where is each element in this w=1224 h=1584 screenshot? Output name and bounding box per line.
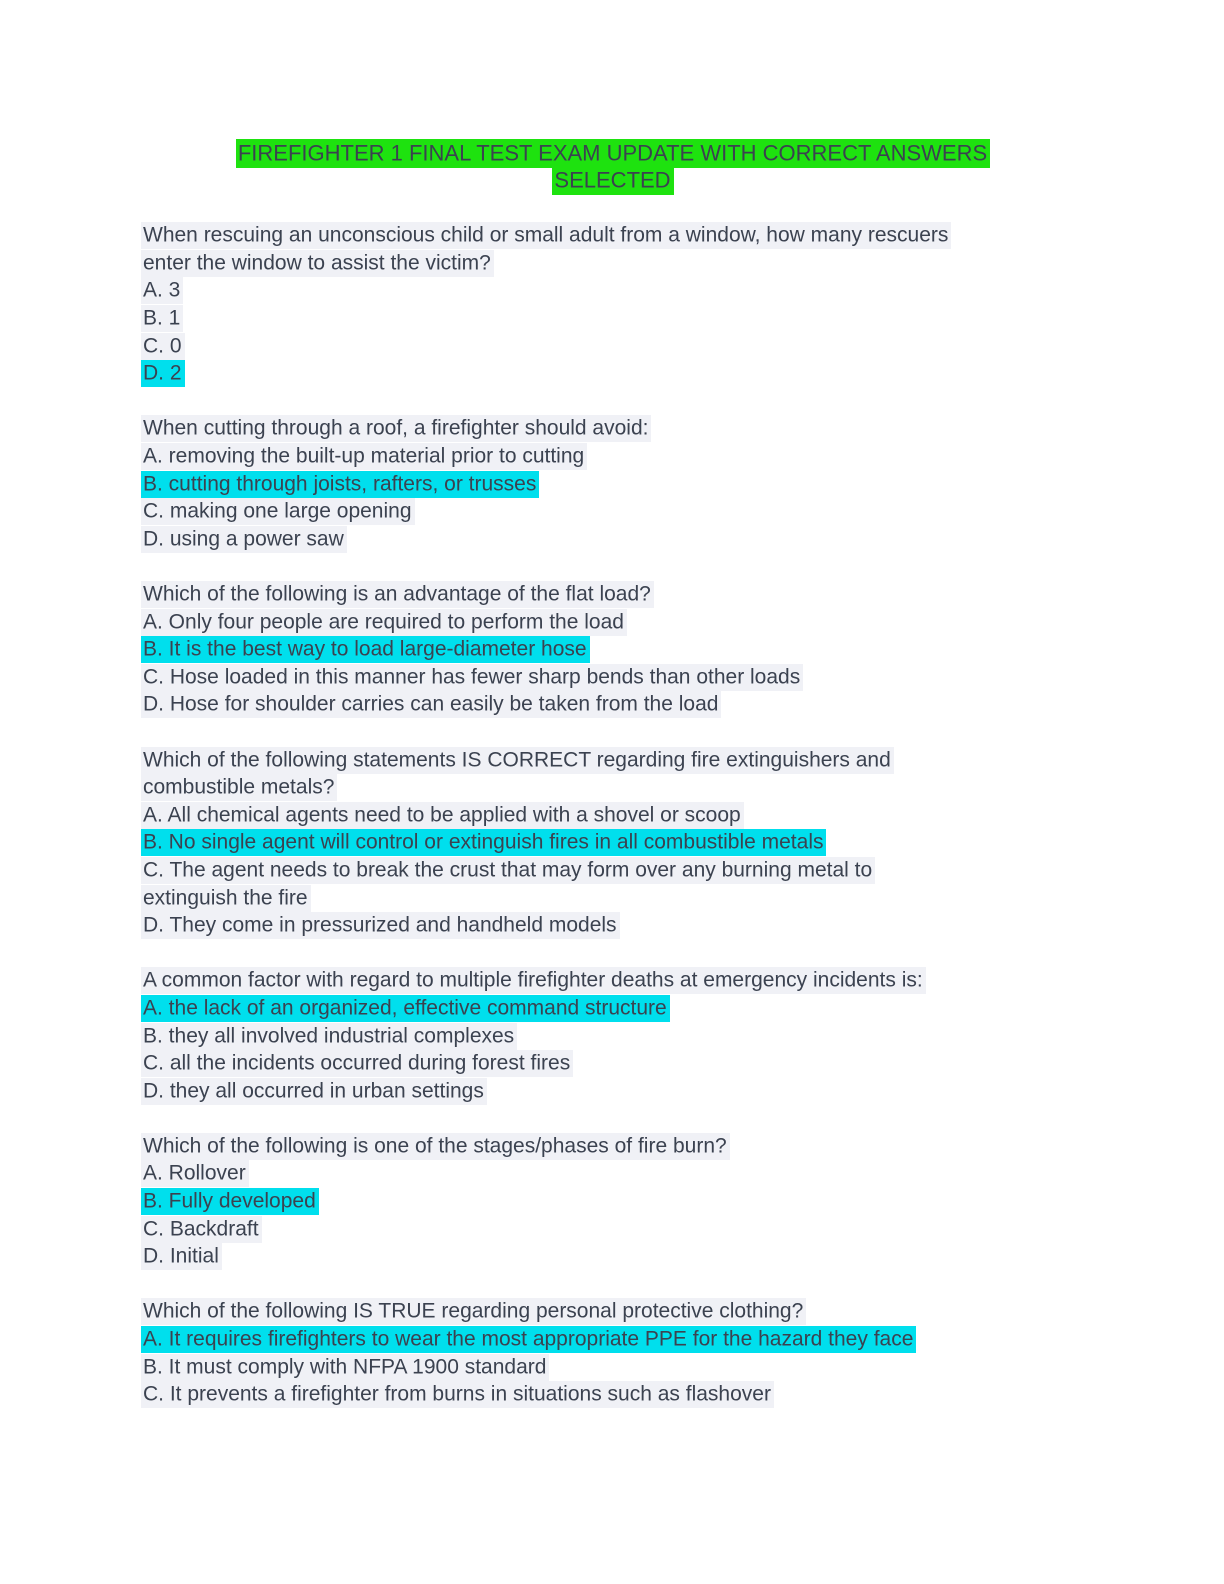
question-text-line: enter the window to assist the victim? (141, 250, 494, 277)
question-block (141, 1132, 1085, 1270)
text-line (141, 801, 1085, 829)
text-line (141, 305, 1085, 333)
question-text-line: extinguish the fire (141, 885, 311, 912)
option-line: A. 3 (141, 277, 183, 304)
text-line (141, 912, 1085, 940)
document-title (141, 139, 1085, 194)
option-line: C. The agent needs to break the crust that may form over any burning metal to (141, 857, 875, 884)
text-line (141, 1160, 1085, 1188)
text-line (141, 746, 1085, 774)
text-line (141, 249, 1085, 277)
option-line: B. they all involved industrial complexes (141, 1023, 517, 1050)
option-line: A. Only four people are required to perform the load (141, 609, 627, 636)
text-line (141, 608, 1085, 636)
correct-answer-line: B. cutting through joists, rafters, or trusses (141, 471, 539, 498)
question-block (141, 746, 1085, 939)
question-block (141, 581, 1085, 719)
correct-answer-line: B. It is the best way to load large-diameter hose (141, 636, 590, 663)
option-line: A. All chemical agents need to be applied with a shovel or scoop (141, 802, 744, 829)
question-block (141, 415, 1085, 553)
text-line (141, 1353, 1085, 1381)
option-line: B. It must comply with NFPA 1900 standard (141, 1354, 549, 1381)
option-line: D. They come in pressurized and handheld models (141, 912, 620, 939)
text-line (141, 277, 1085, 305)
option-line: D. using a power saw (141, 526, 347, 553)
text-line (141, 222, 1085, 250)
question-block (141, 222, 1085, 388)
text-line (141, 1243, 1085, 1271)
option-line: C. making one large opening (141, 498, 415, 525)
text-line (141, 1326, 1085, 1354)
correct-answer-line: A. the lack of an organized, effective command structure (141, 995, 670, 1022)
question-text-line: Which of the following IS TRUE regarding personal protective clothing? (141, 1298, 806, 1325)
correct-answer-line: B. No single agent will control or extinguish fires in all combustible metals (141, 829, 826, 856)
text-line (141, 691, 1085, 719)
title-line: SELECTED (552, 166, 673, 195)
text-line (141, 884, 1085, 912)
text-line (141, 856, 1085, 884)
option-line: C. all the incidents occurred during forest fires (141, 1050, 573, 1077)
text-line (141, 1077, 1085, 1105)
option-line: A. Rollover (141, 1160, 249, 1187)
text-line (141, 774, 1085, 802)
question-text-line: Which of the following statements IS CORRECT regarding fire extinguishers and (141, 747, 894, 774)
text-line (141, 1215, 1085, 1243)
text-line (141, 994, 1085, 1022)
option-line: B. 1 (141, 305, 183, 332)
text-line (141, 167, 1085, 195)
option-line: C. 0 (141, 333, 185, 360)
text-line (141, 829, 1085, 857)
text-line (141, 1188, 1085, 1216)
option-line: D. Hose for shoulder carries can easily be taken from the load (141, 691, 721, 718)
question-text-line: Which of the following is an advantage of the flat load? (141, 581, 654, 608)
title-line: FIREFIGHTER 1 FINAL TEST EXAM UPDATE WITH CORRECT ANSWERS (236, 139, 990, 168)
text-line (141, 636, 1085, 664)
document-body (141, 139, 1085, 1436)
text-line (141, 1022, 1085, 1050)
text-line (141, 332, 1085, 360)
option-line: C. Backdraft (141, 1216, 262, 1243)
question-text-line: Which of the following is one of the stages/phases of fire burn? (141, 1133, 730, 1160)
text-line (141, 498, 1085, 526)
text-line (141, 967, 1085, 995)
text-line (141, 581, 1085, 609)
text-line (141, 415, 1085, 443)
text-line (141, 525, 1085, 553)
option-line: A. removing the built-up material prior to cutting (141, 443, 587, 470)
correct-answer-line: D. 2 (141, 360, 185, 387)
option-line: C. Hose loaded in this manner has fewer sharp bends than other loads (141, 664, 803, 691)
text-line (141, 1381, 1085, 1409)
question-text-line: A common factor with regard to multiple firefighter deaths at emergency incidents is: (141, 967, 926, 994)
text-line (141, 139, 1085, 167)
text-line (141, 663, 1085, 691)
text-line (141, 1132, 1085, 1160)
text-line (141, 1050, 1085, 1078)
question-text-line: When cutting through a roof, a firefighter should avoid: (141, 415, 651, 442)
question-block (141, 1298, 1085, 1408)
question-block (141, 967, 1085, 1105)
text-line (141, 1298, 1085, 1326)
option-line: D. they all occurred in urban settings (141, 1078, 487, 1105)
question-text-line: combustible metals? (141, 774, 337, 801)
text-line (141, 470, 1085, 498)
option-line: C. It prevents a firefighter from burns in situations such as flashover (141, 1381, 774, 1408)
correct-answer-line: A. It requires firefighters to wear the most appropriate PPE for the hazard they face (141, 1326, 916, 1353)
question-text-line: When rescuing an unconscious child or small adult from a window, how many rescuers (141, 222, 951, 249)
option-line: D. Initial (141, 1243, 222, 1270)
text-line (141, 360, 1085, 388)
correct-answer-line: B. Fully developed (141, 1188, 319, 1215)
text-line (141, 443, 1085, 471)
